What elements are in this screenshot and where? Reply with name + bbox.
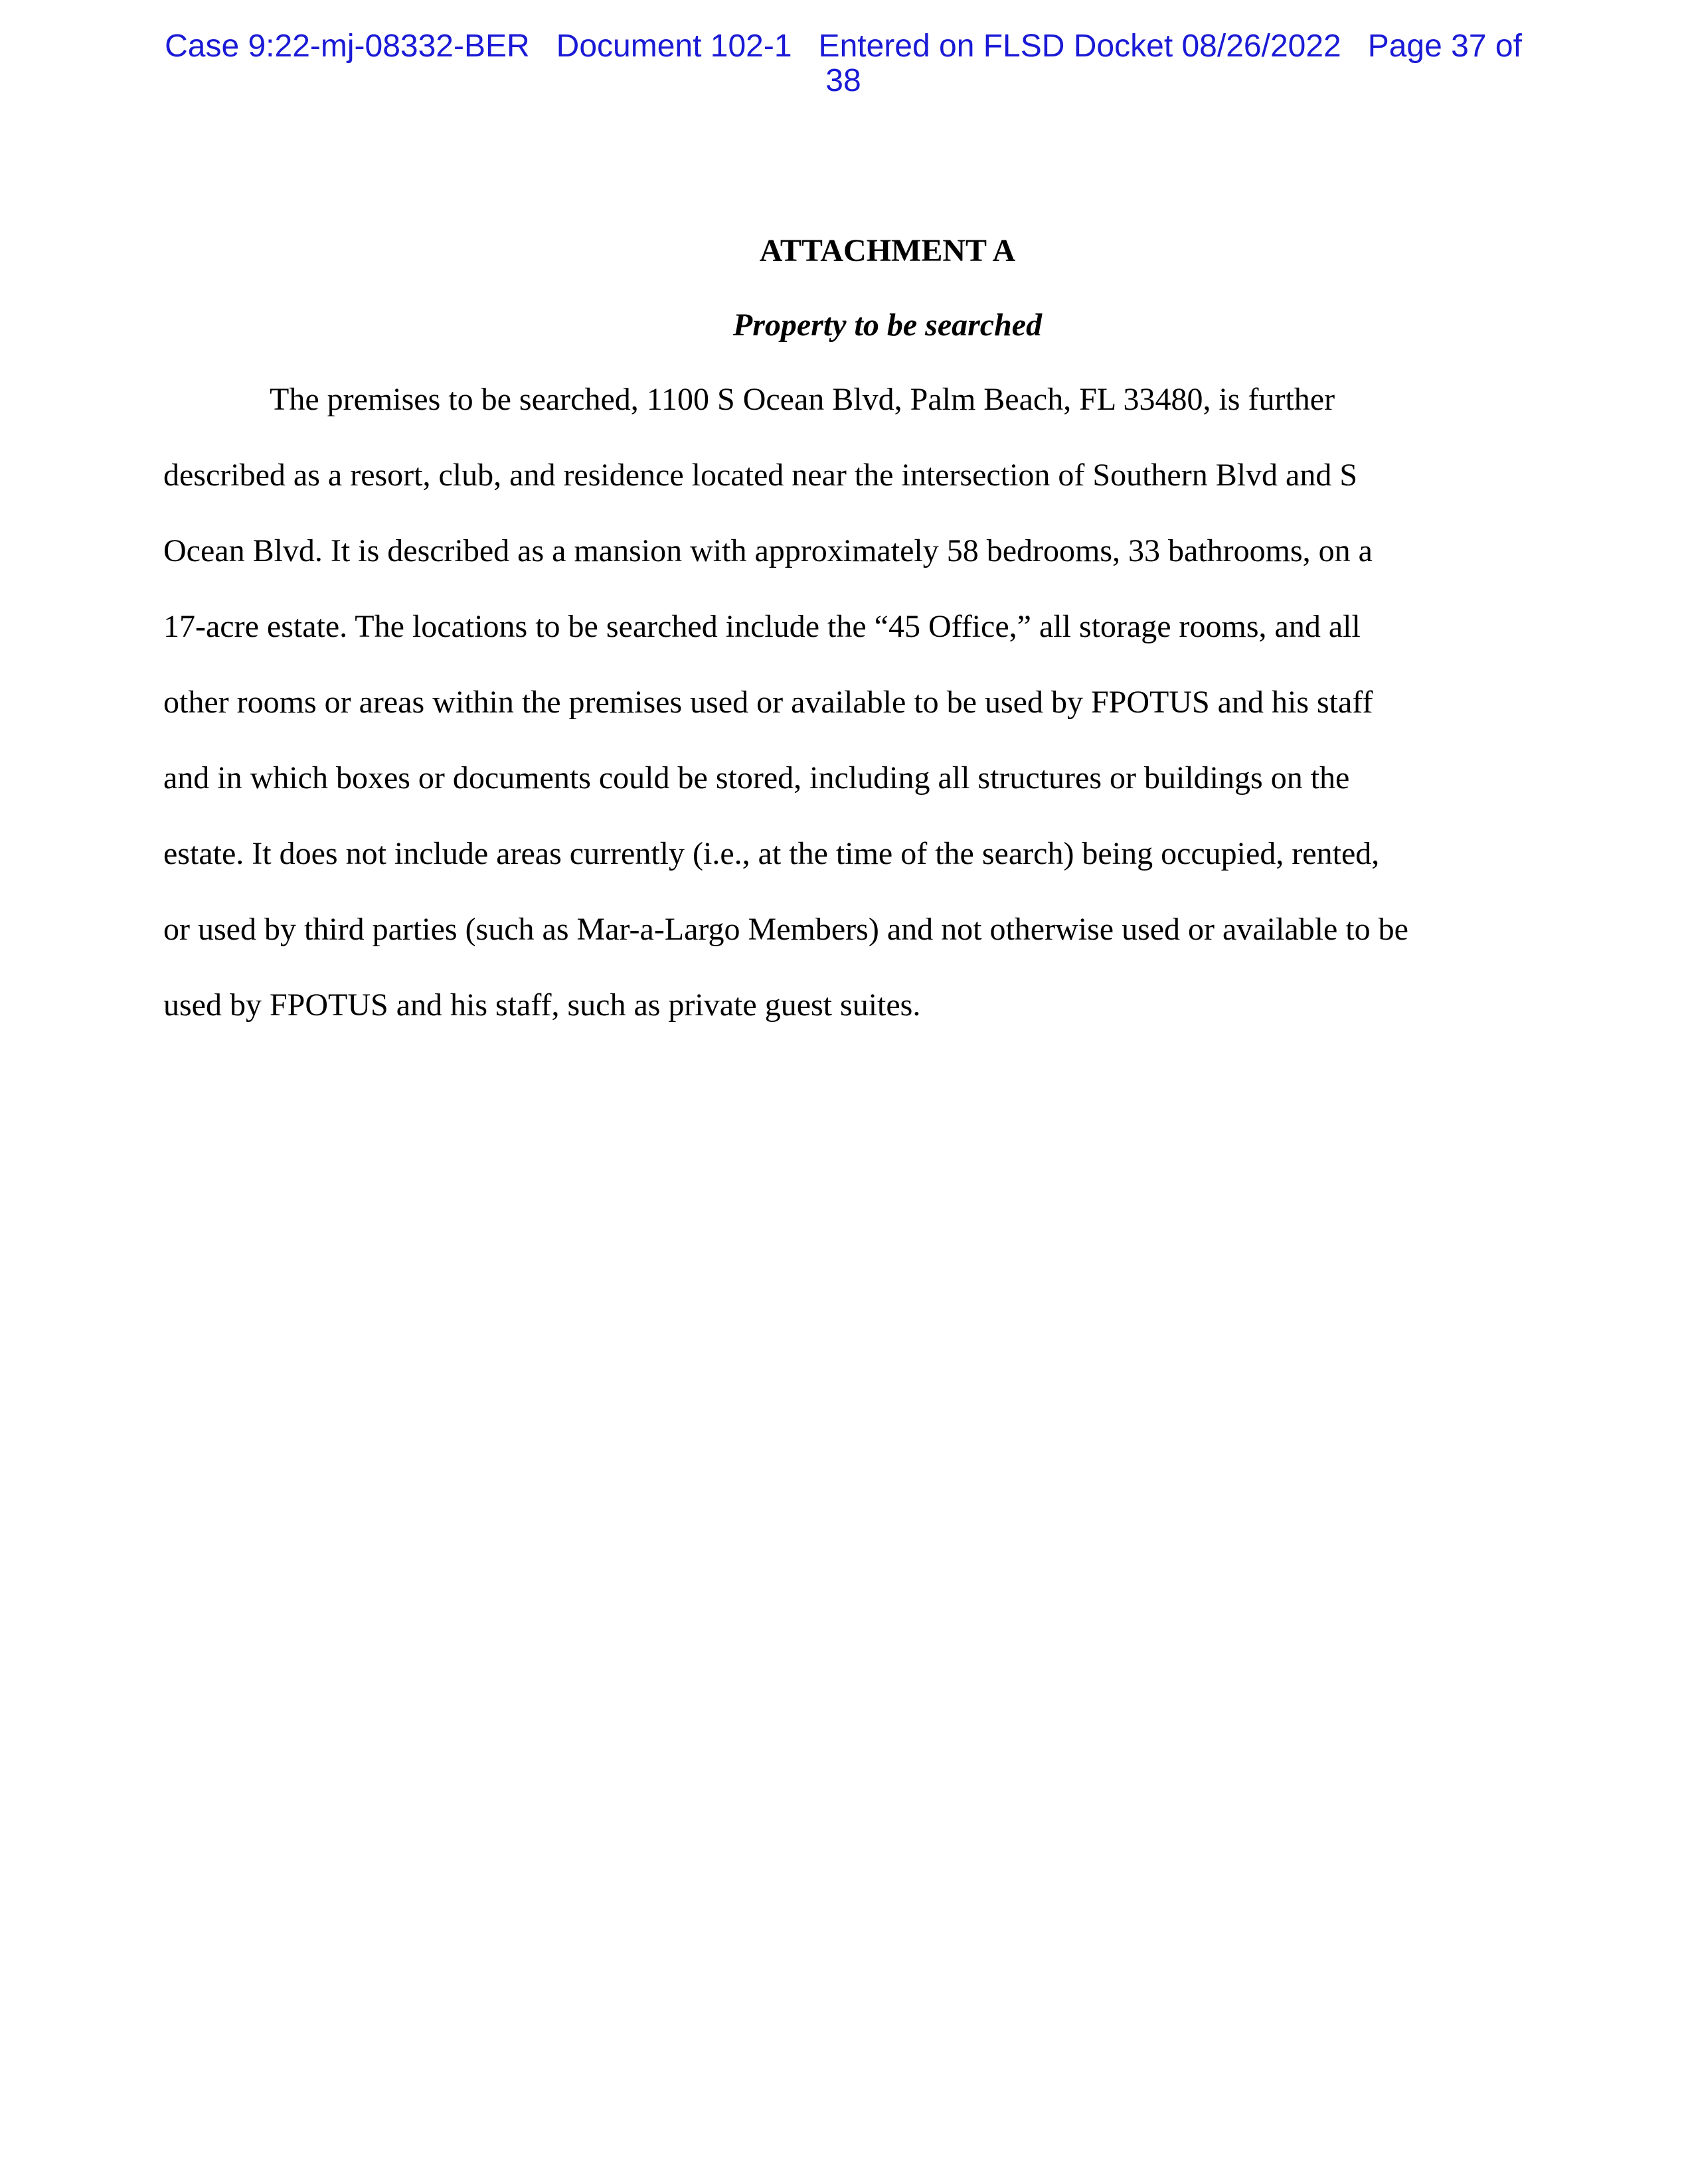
paragraph-line: used by FPOTUS and his staff, such as private guest suites. <box>163 987 921 1023</box>
page-total: 38 <box>825 63 861 98</box>
paragraph-line: other rooms or areas within the premises used or available to be used by FPOTUS and his staff <box>163 685 1373 720</box>
paragraph-line: described as a resort, club, and residence located near the intersection of Southern Blvd and S <box>163 458 1358 493</box>
premises-description-paragraph <box>163 380 1518 1061</box>
court-filing-header <box>120 29 1567 98</box>
docket-entry-date: Entered on FLSD Docket 08/26/2022 <box>818 29 1341 64</box>
paragraph-line: Ocean Blvd. It is described as a mansion with approximately 58 bedrooms, 33 bathrooms, on a <box>163 533 1373 568</box>
page-number: Page 37 of <box>1367 29 1522 64</box>
header-stamp-line-2 <box>120 64 1567 98</box>
header-stamp-line-1 <box>120 29 1567 64</box>
case-number: Case 9:22-mj-08332-BER <box>165 29 530 64</box>
paragraph-line: 17-acre estate. The locations to be searched include the “45 Office,” all storage rooms, and all <box>163 609 1361 644</box>
paragraph-line: estate. It does not include areas currently (i.e., at the time of the search) being occupied, rented, <box>163 836 1380 871</box>
paragraph-line: or used by third parties (such as Mar-a-Largo Members) and not otherwise used or available to be <box>163 912 1408 947</box>
paragraph-line: and in which boxes or documents could be stored, including all structures or buildings on the <box>163 760 1350 796</box>
attachment-subtitle: Property to be searched <box>732 307 1043 343</box>
attachment-title: ATTACHMENT A <box>759 233 1016 268</box>
paragraph-line: The premises to be searched, 1100 S Ocean Blvd, Palm Beach, FL 33480, is further <box>270 382 1335 417</box>
document-number: Document 102-1 <box>556 29 792 64</box>
